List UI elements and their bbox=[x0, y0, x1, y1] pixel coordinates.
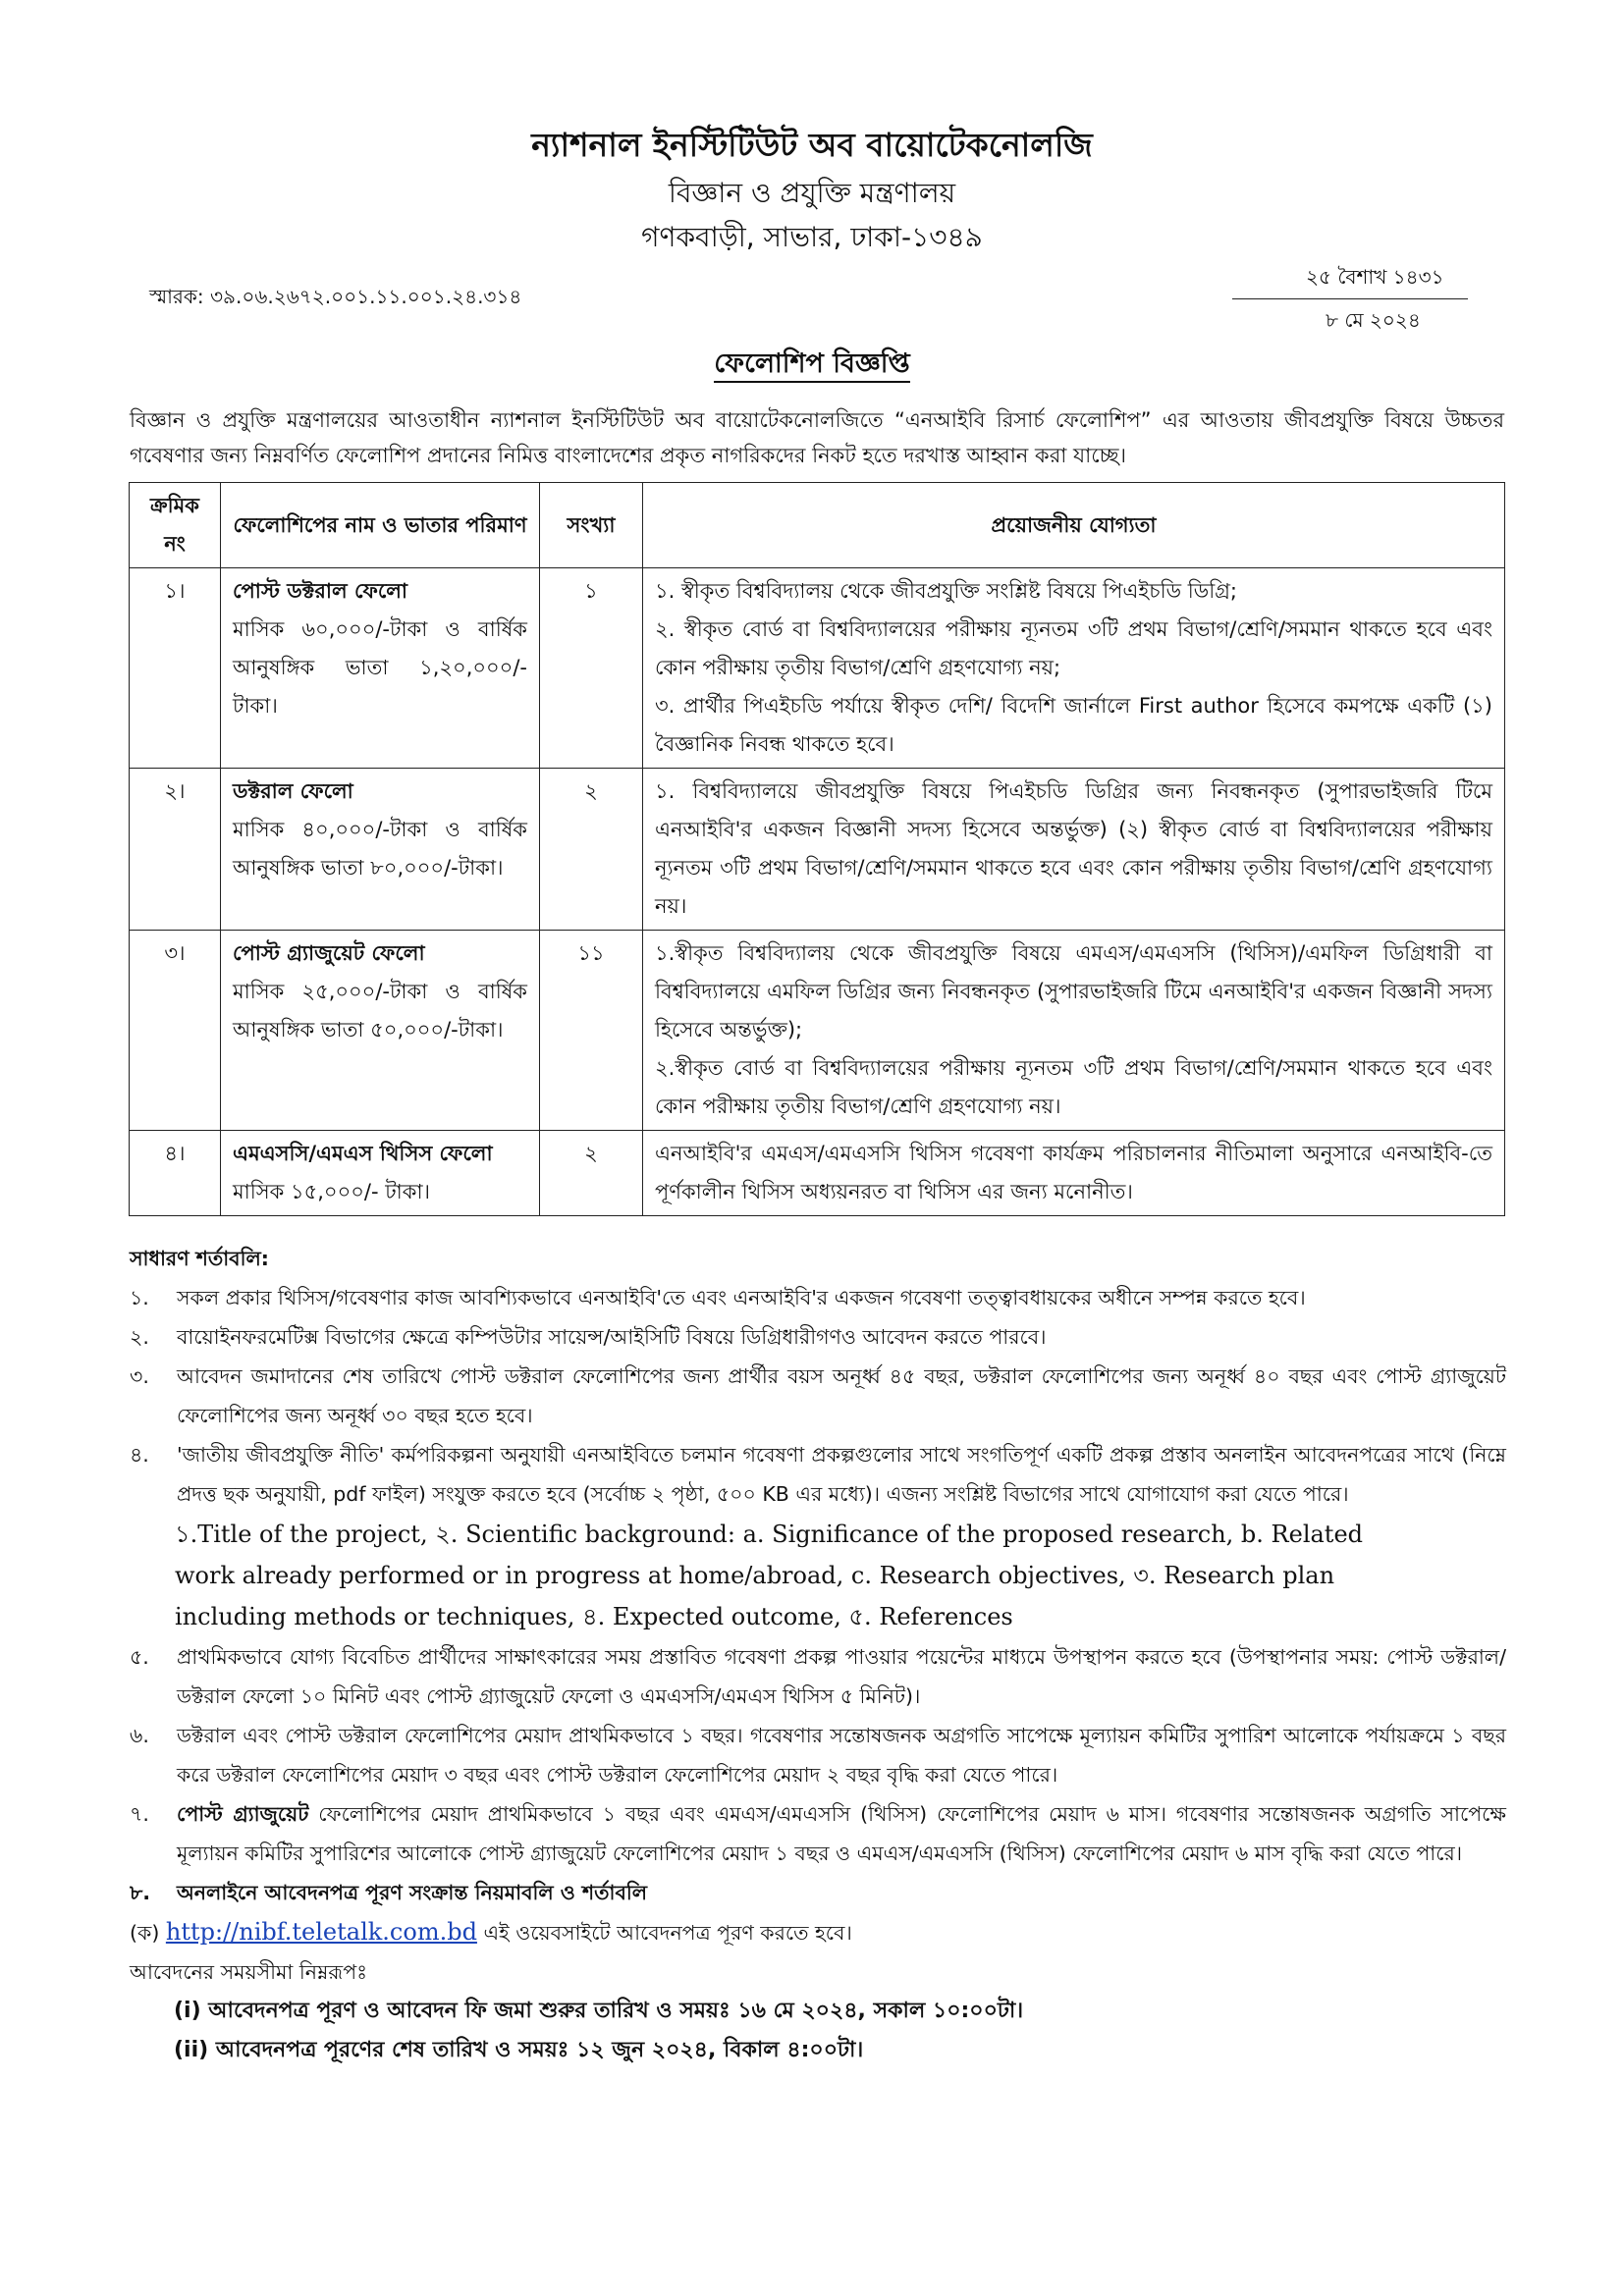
fellowship-amount: মাসিক ৪০,০০০/-টাকা ও বার্ষিক আনুষঙ্গিক ভাতা ৮০,০০০/-টাকা। bbox=[233, 818, 527, 880]
fellowship-amount: মাসিক ১৫,০০০/- টাকা। bbox=[233, 1180, 431, 1203]
table-row bbox=[130, 1131, 1505, 1216]
memo-number: স্মারক: ৩৯.০৬.২৬৭২.০০১.১১.০০১.২৪.৩১৪ bbox=[149, 285, 522, 308]
notice-subject bbox=[0, 344, 1624, 388]
fellowship-amount: মাসিক ২৫,০০০/-টাকা ও বার্ষিক আনুষঙ্গিক ভাতা ৫০,০০০/-টাকা। bbox=[233, 980, 527, 1041]
application-period-title: আবেদনের সময়সীমা নিম্নরূপঃ bbox=[130, 1960, 368, 1984]
deadline-end: (ii) আবেদনপত্র পূরণের শেষ তারিখ ও সময়ঃ ১২ জুন ২০২৪, বিকাল ৪:০০টা। bbox=[174, 2038, 864, 2062]
condition-number: ৩. bbox=[130, 1364, 149, 1388]
cell-requirement bbox=[643, 769, 1505, 931]
requirement-line: ১.স্বীকৃত বিশ্ববিদ্যালয় থেকে জীবপ্রযুক্তি বিষয়ে এমএস/এমএসসি (থিসিস)/এমফিল ডিগ্রিধারী বা বিশ্ববিদ্যালয়ে এমফিল ডিগ্রির জন্য নিবন্ধনকৃত (সুপারভাইজরি টিমে এনআইবি'র একজন বিজ্ঞানী সদস্য হিসেবে অন্তর্ভুক্ত); bbox=[655, 941, 1492, 1041]
requirement-line: ১. বিশ্ববিদ্যালয়ে জীবপ্রযুক্তি বিষয়ে পিএইচডি ডিগ্রির জন্য নিবন্ধনকৃত (সুপারভাইজরি টিমে এনআইবি'র একজন বিজ্ঞানী সদস্য হিসেবে অন্তর্ভুক্ত) (২) স্বীকৃত বোর্ড বা বিশ্ববিদ্যালয়ের পরীক্ষায় ন্যূনতম ৩টি প্রথম বিভাগ/শ্রেণি/সমমান থাকতে হবে এবং কোন পরীক্ষায় তৃতীয় বিভাগ/শ্রেণি গ্রহণযোগ্য নয়। bbox=[655, 779, 1492, 918]
proposal-format bbox=[130, 1514, 1506, 1637]
condition-number: ২. bbox=[130, 1325, 149, 1349]
proposal-format-line: ১.Title of the project, ২. Scientific background: a. Significance of the proposed research, b. Related bbox=[175, 1521, 1364, 1548]
condition-item bbox=[130, 1357, 1506, 1435]
table-header-row bbox=[130, 483, 1505, 568]
requirement-line: ৩. প্রার্থীর পিএইচডি পর্যায়ে স্বীকৃত দেশি/ বিদেশি জার্নালে First author হিসেবে কমপক্ষে একটি (১) বৈজ্ঞানিক নিবন্ধ থাকতে হবে। bbox=[655, 694, 1492, 756]
cell-count: ২ bbox=[540, 1131, 643, 1216]
condition-text bbox=[177, 1794, 1506, 1873]
cell-requirement bbox=[643, 568, 1505, 769]
date-divider bbox=[1232, 298, 1468, 299]
fellowship-name: পোস্ট গ্র্যাজুয়েট ফেলো bbox=[233, 941, 425, 965]
cell-requirement bbox=[643, 931, 1505, 1131]
cell-name-amount bbox=[221, 1131, 540, 1216]
institute-address: গণকবাড়ী, সাভার, ঢাকা-১৩৪৯ bbox=[641, 221, 983, 253]
condition-text: আবেদন জমাদানের শেষ তারিখে পোস্ট ডক্টরাল ফেলোশিপের জন্য প্রার্থীর বয়স অনূর্ধ্ব ৪৫ বছর, ডক্টরাল ফেলোশিপের জন্য অনূর্ধ্ব ৪০ বছর এবং পোস্ট গ্র্যাজুয়েট ফেলোশিপের জন্য অনূর্ধ্ব ৩০ বছর হতে হবে। bbox=[177, 1364, 1506, 1427]
notice-subject-text: ফেলোশিপ বিজ্ঞপ্তি bbox=[714, 348, 909, 383]
requirement-line: এনআইবি'র এমএস/এমএসসি থিসিস গবেষণা কার্যক্রম পরিচালনার নীতিমালা অনুসারে এনআইবি-তে পূর্ণকালীন থিসিস অধ্যয়নরত বা থিসিস এর জন্য মনোনীত। bbox=[655, 1142, 1492, 1203]
condition-item bbox=[130, 1435, 1506, 1514]
requirement-line: ২. স্বীকৃত বোর্ড বা বিশ্ববিদ্যালয়ের পরীক্ষায় ন্যূনতম ৩টি প্রথম বিভাগ/শ্রেণি/সমমান থাকতে হবে এবং কোন পরীক্ষায় তৃতীয় বিভাগ/শ্রেণি গ্রহণযোগ্য নয়; bbox=[655, 617, 1492, 679]
online-apply-prefix: (ক) bbox=[130, 1921, 160, 1945]
proposal-format-line: work already performed or in progress at home/abroad, c. Research objectives, ৩. Research plan bbox=[175, 1562, 1335, 1589]
col-header-name-amount: ফেলোশিপের নাম ও ভাতার পরিমাণ bbox=[221, 483, 540, 568]
condition-number: ৪. bbox=[130, 1443, 149, 1467]
col-header-serial: ক্রমিক নং bbox=[130, 483, 221, 568]
condition-number: ৬. bbox=[130, 1724, 149, 1747]
condition-item bbox=[130, 1873, 1506, 1912]
proposal-format-line: including methods or techniques, ৪. Expected outcome, ৫. References bbox=[175, 1603, 1013, 1630]
fellowship-name: ডক্টরাল ফেলো bbox=[233, 779, 353, 803]
deadline-start: (i) আবেদনপত্র পূরণ ও আবেদন ফি জমা শুরুর তারিখ ও সময়ঃ ১৬ মে ২০২৪, সকাল ১০:০০টা। bbox=[174, 1999, 1024, 2023]
condition-text: প্রাথমিকভাবে যোগ্য বিবেচিত প্রার্থীদের সাক্ষাৎকারের সময় প্রস্তাবিত গবেষণা প্রকল্প পাওয়ার পয়েন্টের মাধ্যমে উপস্থাপন করতে হবে (উপস্থাপনার সময়: পোস্ট ডক্টরাল/ ডক্টরাল ফেলো ১০ মিনিট এবং পোস্ট গ্র্যাজুয়েট ফেলো ও এমএসসি/এমএস থিসিস ৫ মিনিট)। bbox=[177, 1645, 1506, 1708]
condition-number: ৭. bbox=[130, 1802, 149, 1826]
cell-serial: ৪। bbox=[130, 1131, 221, 1216]
cell-name-amount bbox=[221, 931, 540, 1131]
institute-name: ন্যাশনাল ইনস্টিটিউট অব বায়োটেকনোলজি bbox=[531, 126, 1093, 164]
col-header-requirement: প্রয়োজনীয় যোগ্যতা bbox=[643, 483, 1505, 568]
requirement-line: ১. স্বীকৃত বিশ্ববিদ্যালয় থেকে জীবপ্রযুক্তি সংশ্লিষ্ট বিষয়ে পিএইচডি ডিগ্রি; bbox=[655, 579, 1238, 603]
condition-text: 'জাতীয় জীবপ্রযুক্তি নীতি' কর্মপরিকল্পনা অনুযায়ী এনআইবিতে চলমান গবেষণা প্রকল্পগুলোর সাথে সংগতিপূর্ণ একটি প্রকল্প প্রস্তাব অনলাইন আবেদনপত্রের সাথে (নিম্নে প্রদত্ত ছক অনুযায়ী, pdf ফাইল) সংযুক্ত করতে হবে (সর্বোচ্চ ২ পৃষ্ঠা, ৫০০ KB এর মধ্যে)। এজন্য সংশ্লিষ্ট বিভাগের সাথে যোগাযোগ করা যেতে পারে। bbox=[177, 1443, 1506, 1506]
cell-name-amount bbox=[221, 568, 540, 769]
condition-item bbox=[130, 1637, 1506, 1716]
condition-text: অনলাইনে আবেদনপত্র পূরণ সংক্রান্ত নিয়মাবলি ও শর্তাবলি bbox=[177, 1881, 648, 1904]
condition-number: ১. bbox=[130, 1286, 149, 1309]
condition-number: ৮. bbox=[130, 1881, 151, 1904]
fellowship-name: এমএসসি/এমএস থিসিস ফেলো bbox=[233, 1142, 493, 1165]
table-row bbox=[130, 568, 1505, 769]
requirement-line: ২.স্বীকৃত বোর্ড বা বিশ্ববিদ্যালয়ের পরীক্ষায় ন্যূনতম ৩টি প্রথম বিভাগ/শ্রেণি/সমমান থাকতে হবে এবং কোন পরীক্ষায় তৃতীয় বিভাগ/শ্রেণি গ্রহণযোগ্য নয়। bbox=[655, 1056, 1492, 1118]
general-conditions-title: সাধারণ শর্তাবলি: bbox=[130, 1247, 269, 1270]
table-row bbox=[130, 769, 1505, 931]
date-gregorian: ৮ মে ২০২৪ bbox=[1326, 308, 1421, 332]
condition-item bbox=[130, 1716, 1506, 1794]
online-apply-line bbox=[130, 1912, 1506, 1952]
cell-name-amount bbox=[221, 769, 540, 931]
online-apply-suffix: এই ওয়েবসাইটে আবেদনপত্র পূরণ করতে হবে। bbox=[476, 1921, 852, 1945]
col-header-count: সংখ্যা bbox=[540, 483, 643, 568]
fellowship-name: পোস্ট ডক্টরাল ফেলো bbox=[233, 579, 408, 603]
cell-serial: ৩। bbox=[130, 931, 221, 1131]
condition-rest: ফেলোশিপের মেয়াদ প্রাথমিকভাবে ১ বছর এবং এমএস/এমএসসি (থিসিস) ফেলোশিপের মেয়াদ ৬ মাস। গবেষণার সন্তোষজনক অগ্রগতি সাপেক্ষে মূল্যায়ন কমিটির সুপারিশের আলোকে পোস্ট গ্র্যাজুয়েট ফেলোশিপের মেয়াদ ১ বছর ও এমএস/এমএসসি (থিসিস) ফেলোশিপের মেয়াদ ৬ মাস বৃদ্ধি করা যেতে পারে। bbox=[177, 1802, 1506, 1865]
condition-text: সকল প্রকার থিসিস/গবেষণার কাজ আবশ্যিকভাবে এনআইবি'তে এবং এনআইবি'র একজন গবেষণা তত্ত্বাবধায়কের অধীনে সম্পন্ন করতে হবে। bbox=[177, 1286, 1306, 1309]
cell-serial: ১। bbox=[130, 568, 221, 769]
condition-lead: পোস্ট গ্র্যাজুয়েট bbox=[177, 1802, 309, 1826]
cell-count: ২ bbox=[540, 769, 643, 931]
condition-text: বায়োইনফরমেটিক্স বিভাগের ক্ষেত্রে কম্পিউটার সায়েন্স/আইসিটি বিষয়ে ডিগ্রিধারীগণও আবেদন করতে পারবে। bbox=[177, 1325, 1047, 1349]
condition-text: ডক্টরাল এবং পোস্ট ডক্টরাল ফেলোশিপের মেয়াদ প্রাথমিকভাবে ১ বছর। গবেষণার সন্তোষজনক অগ্রগতি সাপেক্ষে মূল্যায়ন কমিটির সুপারিশ আলোকে পর্যায়ক্রমে ১ বছর করে ডক্টরাল ফেলোশিপের মেয়াদ ৩ বছর এবং পোস্ট ডক্টরাল ফেলোশিপের মেয়াদ ২ বছর বৃদ্ধি করা যেতে পারে। bbox=[177, 1724, 1506, 1787]
date-bengali-calendar: ২৫ বৈশাখ ১৪৩১ bbox=[1306, 265, 1444, 289]
general-conditions bbox=[130, 1239, 1506, 2070]
condition-item bbox=[130, 1278, 1506, 1317]
condition-item bbox=[130, 1317, 1506, 1357]
fellowship-amount: মাসিক ৬০,০০০/-টাকা ও বার্ষিক আনুষঙ্গিক ভাতা ১,২০,০০০/- টাকা। bbox=[233, 617, 527, 718]
condition-number: ৫. bbox=[130, 1645, 149, 1669]
ministry-name: বিজ্ঞান ও প্রযুক্তি মন্ত্রণালয় bbox=[668, 177, 956, 209]
cell-count: ১১ bbox=[540, 931, 643, 1131]
cell-requirement bbox=[643, 1131, 1505, 1216]
table-row bbox=[130, 931, 1505, 1131]
fellowship-table bbox=[129, 482, 1505, 1216]
cell-count: ১ bbox=[540, 568, 643, 769]
application-website-link[interactable]: http://nibf.teletalk.com.bd bbox=[165, 1918, 477, 1946]
cell-serial: ২। bbox=[130, 769, 221, 931]
intro-paragraph: বিজ্ঞান ও প্রযুক্তি মন্ত্রণালয়ের আওতাধীন ন্যাশনাল ইনস্টিটিউট অব বায়োটেকনোলজিতে “এনআইবি রিসার্চ ফেলোশিপ” এর আওতায় জীবপ্রযুক্তি বিষয়ে উচ্চতর গবেষণার জন্য নিম্নবর্ণিত ফেলোশিপ প্রদানের নিমিত্ত বাংলাদেশের প্রকৃত নাগরিকদের নিকট হতে দরখাস্ত আহ্বান করা যাচ্ছে। bbox=[130, 408, 1504, 467]
condition-item bbox=[130, 1794, 1506, 1873]
